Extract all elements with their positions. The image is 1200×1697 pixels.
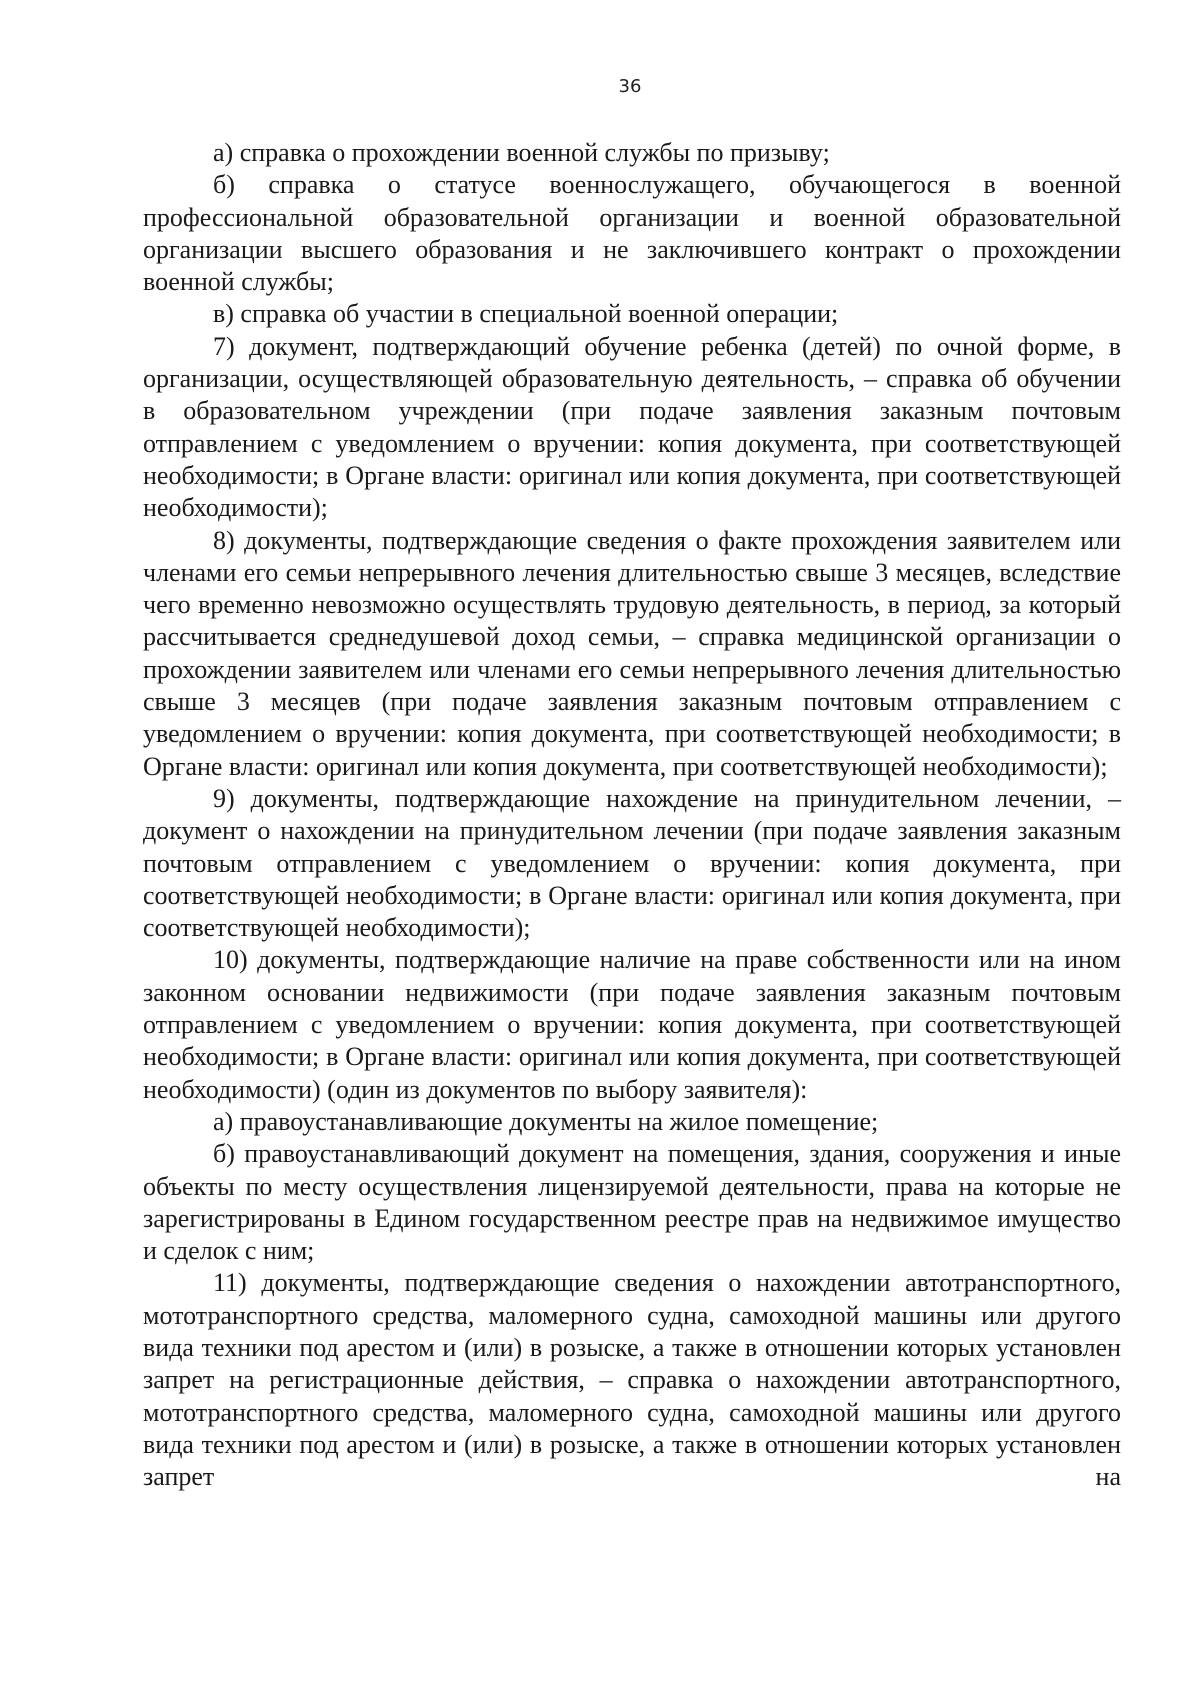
paragraph-residential-title-documents: а) правоустанавливающие документы на жилое помещение; [213, 1106, 879, 1136]
document-body [143, 137, 1121, 1493]
page-number: 36 [618, 76, 642, 97]
paragraph-item-10-property-rights: 10) документы, подтверждающие наличие на праве собственности или на ином законном основании недвижимости (при подаче заявления заказным почтовым отправлением с уведомлением о вручении: копия документа, при соответствующей необходимости; в Органе власти: оригинал или копия документа, при соответствующей необходимости) (один из документов по выбору заявителя): [143, 945, 1121, 1104]
paragraph-item-11-vehicle-arrest: 11) документы, подтверждающие сведения о нахождении автотранспортного, мототранспортного средства, маломерного судна, самоходной машины или другого вида техники под арестом и (или) в розыске, а также в отношении которых установлен запрет на регистрационные действия, – справка о нахождении автотранспортного, мототранспортного средства, маломерного судна, самоходной машины или другого вида техники под арестом и (или) в розыске, а также в отношении которых установлен запрет на [143, 1268, 1121, 1492]
paragraph-military-service-certificate: а) справка о прохождении военной службы по призыву; [213, 138, 830, 167]
paragraph-item-7-child-education: 7) документ, подтверждающий обучение ребенка (детей) по очной форме, в организации, осуществляющей образовательную деятельность, – справка об обучении в образовательном учреждении (при подаче заявления заказным почтовым отправлением с уведомлением о вручении: копия документа, при соответствующей необходимости; в Органе власти: оригинал или копия документа, при соответствующей необходимости); [143, 331, 1121, 523]
paragraph-special-operation-certificate: в) справка об участии в специальной военной операции; [213, 299, 839, 329]
paragraph-serviceman-status-certificate: б) справка о статусе военнослужащего, обучающегося в военной профессиональной образовательной организации и военной образовательной организации высшего образования и не заключившего контракт о прохождении военной службы; [143, 170, 1121, 297]
paragraph-item-8-continuous-treatment: 8) документы, подтверждающие сведения о факте прохождения заявителем или членами его семьи непрерывного лечения длительностью свыше 3 месяцев, вследствие чего временно невозможно осуществлять трудовую деятельность, в период, за который рассчитывается среднедушевой доход семьи, – справка медицинской организации о прохождении заявителем или членами его семьи непрерывного лечения длительностью свыше 3 месяцев (при подаче заявления заказным почтовым отправлением с уведомлением о вручении: копия документа, при соответствующей необходимости; в Органе власти: оригинал или копия документа, при соответствующей необходимости); [143, 525, 1121, 781]
paragraph-item-9-compulsory-treatment: 9) документы, подтверждающие нахождение на принудительном лечении, – документ о нахождении на принудительном лечении (при подаче заявления заказным почтовым отправлением с уведомлением о вручении: копия документа, при соответствующей необходимости; в Органе власти: оригинал или копия документа, при соответствующей необходимости); [143, 783, 1121, 943]
paragraph-licensed-premises-title: б) правоустанавливающий документ на помещения, здания, сооружения и иные объекты по месту осуществления лицензируемой деятельности, права на которые не зарегистрированы в Едином государственном реестре прав на недвижимое имущество и сделок с ним; [143, 1139, 1121, 1266]
